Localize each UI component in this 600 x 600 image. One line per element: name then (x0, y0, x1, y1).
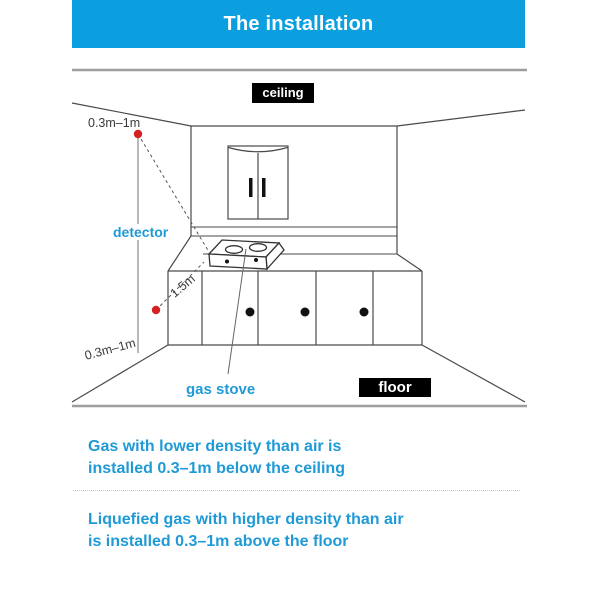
stove-knob-left (225, 260, 229, 264)
cabinet-handle-right (262, 178, 266, 197)
stove-burner-right (250, 244, 267, 252)
note-lower-density-line1: Gas with lower density than air is (88, 438, 342, 455)
detector-label: detector (113, 224, 169, 240)
stove-front-face (209, 254, 267, 269)
cabinet-handle-left (249, 178, 253, 197)
stove-knob-right (254, 258, 258, 262)
stove-distance-label: 1.5m (167, 271, 198, 301)
dotted-separator (73, 490, 520, 491)
base-cabinets (168, 236, 422, 345)
detector-marker-ceiling (134, 130, 142, 138)
cabinet-knob-3 (360, 308, 369, 317)
page-title: The installation (72, 0, 525, 48)
floor-distance-label: 0.3m–1m (83, 335, 138, 363)
stove-burner-left (226, 246, 243, 254)
note-higher-density-line2: is installed 0.3–1m above the floor (88, 532, 349, 550)
gas-stove (209, 240, 284, 269)
ceiling-tag: ceiling (252, 83, 314, 103)
wall-cabinet-handles (249, 178, 266, 197)
gas-stove-label: gas stove (186, 381, 256, 398)
wall-cabinet-top-curve (229, 148, 288, 152)
counter-right-corner (397, 254, 422, 271)
ceiling-distance-label: 0.3m–1m (88, 116, 141, 130)
floor-lines (72, 345, 525, 402)
cabinet-knob-2 (301, 308, 310, 317)
floor-right-line (422, 345, 525, 402)
cabinet-knob-1 (246, 308, 255, 317)
cabinet-knobs (246, 308, 369, 317)
floor-tag: floor (359, 378, 431, 397)
note-higher-density (88, 509, 404, 552)
counter-left-corner (168, 236, 191, 271)
note-lower-density (88, 436, 345, 479)
wall-cabinet (228, 146, 288, 219)
note-lower-density-line2: installed 0.3–1m below the ceiling (88, 459, 345, 477)
detector-marker-floor (152, 306, 160, 314)
note-higher-density-line1: Liquefied gas with higher density than air (88, 511, 404, 528)
